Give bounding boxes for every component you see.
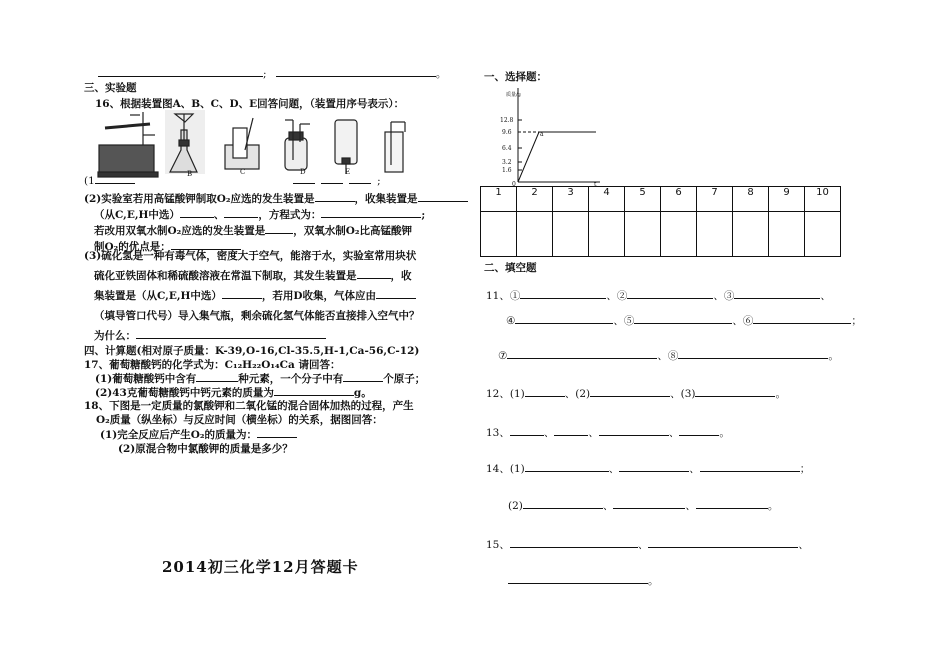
section-3-heading: 三、实验题 (84, 82, 137, 94)
question-11-line1: 11、① 、② 、③ 、 (486, 290, 831, 302)
answer-cell[interactable] (589, 212, 625, 257)
grid-number: 6 (661, 187, 697, 212)
apparatus-label-d: D (300, 168, 306, 176)
answer-cell[interactable] (733, 212, 769, 257)
apparatus-c (225, 118, 259, 169)
grid-number: 9 (769, 187, 805, 212)
apparatus-label-e: E (345, 168, 351, 176)
graph-t-label: t (594, 181, 597, 188)
grid-number: 4 (589, 187, 625, 212)
apparatus-label-b: B (187, 170, 193, 178)
answer-cell[interactable] (625, 212, 661, 257)
apparatus-e (335, 120, 357, 174)
question-12: 12、(1) 、(2) 、(3) 。 (486, 388, 786, 400)
grid-number: 1 (481, 187, 517, 212)
graph-tick-1-6: 1.6 (502, 167, 512, 174)
answer-cell[interactable] (517, 212, 553, 257)
apparatus-label-c: C (240, 168, 246, 176)
section-1-heading: 一、选择题： (484, 71, 547, 83)
question-16-3: (3)硫化氢是一种有毒气体，密度大于空气，能溶于水，实验室常用块状 硫化亚铁固体和稀硫酸溶液在常温下制取，其发生装置是 ，收 集装置是（从C,E,H中选） ，若用D收集，气体应由 （填导管口代号）导入集气瓶，剩余硫化氢气体能否直接排入空气中？ 为什么： (84, 250, 420, 342)
graph-origin: 0 (512, 181, 516, 188)
grid-number: 8 (733, 187, 769, 212)
graph-tick-9-6: 9.6 (502, 129, 512, 136)
question-17: 17、葡萄糖酸钙的化学式为：C₁₂H₂₂O₁₄Ca 请回答： (84, 359, 341, 371)
question-18: 18、下图是一定质量的氯酸钾和二氧化锰的混合固体加热的过程，产生 O₂质量（纵坐标）与反应时间（横坐标）的关系，据图回答： (84, 400, 414, 426)
graph-tick-3-2: 3.2 (502, 159, 512, 166)
question-17-2: (2)43克葡萄糖酸钙中钙元素的质量为 g。 (95, 387, 372, 399)
question-18-1: (1)完全反应后产生O₂的质量为： (100, 427, 297, 442)
graph-y-label: 质量/g (506, 92, 521, 98)
apparatus-d (285, 120, 310, 170)
question-16: 16、根据装置图A、B、C、D、E回答问题，（装置用序号表示）： (95, 98, 405, 110)
graph-point-a: a (540, 131, 544, 138)
question-18-2: (2)原混合物中氯酸钾的质量是多少？ (118, 443, 293, 455)
question-16-2: (2)实验室若用高锰酸钾制取O₂应选的发生装置是 ，收集装置是 （从C,E,H中选） 、 ，方程式为： ; 若改用双氧水制O₂应选的发生装置是 ，双氧水制O₂比高锰酸钾 制O₂的优点是： (84, 191, 468, 255)
grid-number: 2 (517, 187, 553, 212)
question-15-line2: 。 (508, 573, 659, 588)
top-answer-line: ; 。 (98, 66, 446, 81)
grid-number: 5 (625, 187, 661, 212)
apparatus-f (385, 122, 405, 172)
question-16-1: (1 ; (84, 175, 381, 187)
question-15-line1: 15、 、 、 (486, 539, 809, 551)
question-11-line3: ⑦ 、⑧ 。 (498, 350, 839, 362)
apparatus-a (98, 112, 158, 177)
question-14-1: 14、(1) 、 、 ； (486, 463, 811, 475)
answer-cell[interactable] (697, 212, 733, 257)
question-17-1: (1)葡萄糖酸钙中含有 种元素，一个分子中有 个原子； (95, 373, 426, 385)
question-11-line2: ④ 、⑤ 、⑥ ； (506, 315, 862, 327)
graph-tick-12-8: 12.8 (500, 117, 514, 124)
answer-cell[interactable] (661, 212, 697, 257)
graph-tick-6-4: 6.4 (502, 145, 512, 152)
apparatus-b (165, 110, 205, 174)
grid-number: 3 (553, 187, 589, 212)
answer-cell[interactable] (481, 212, 517, 257)
section-4-heading: 四、计算题(相对原子质量：K-39,O-16,Cl-35.5,H-1,Ca-56,C-12) (84, 345, 420, 357)
answer-cell[interactable] (769, 212, 805, 257)
section-2-heading: 二、填空题 (484, 262, 537, 274)
grid-number: 7 (697, 187, 733, 212)
answer-cell[interactable] (553, 212, 589, 257)
page-title: 2014初三化学12月答题卡 (162, 558, 359, 576)
choice-answer-grid (480, 186, 841, 257)
question-13: 13、 、 、 、 。 (486, 427, 730, 439)
answer-cell[interactable] (805, 212, 841, 257)
question-14-2: (2) 、 、 。 (508, 500, 779, 512)
grid-number: 10 (805, 187, 841, 212)
oxygen-mass-graph (500, 84, 610, 188)
